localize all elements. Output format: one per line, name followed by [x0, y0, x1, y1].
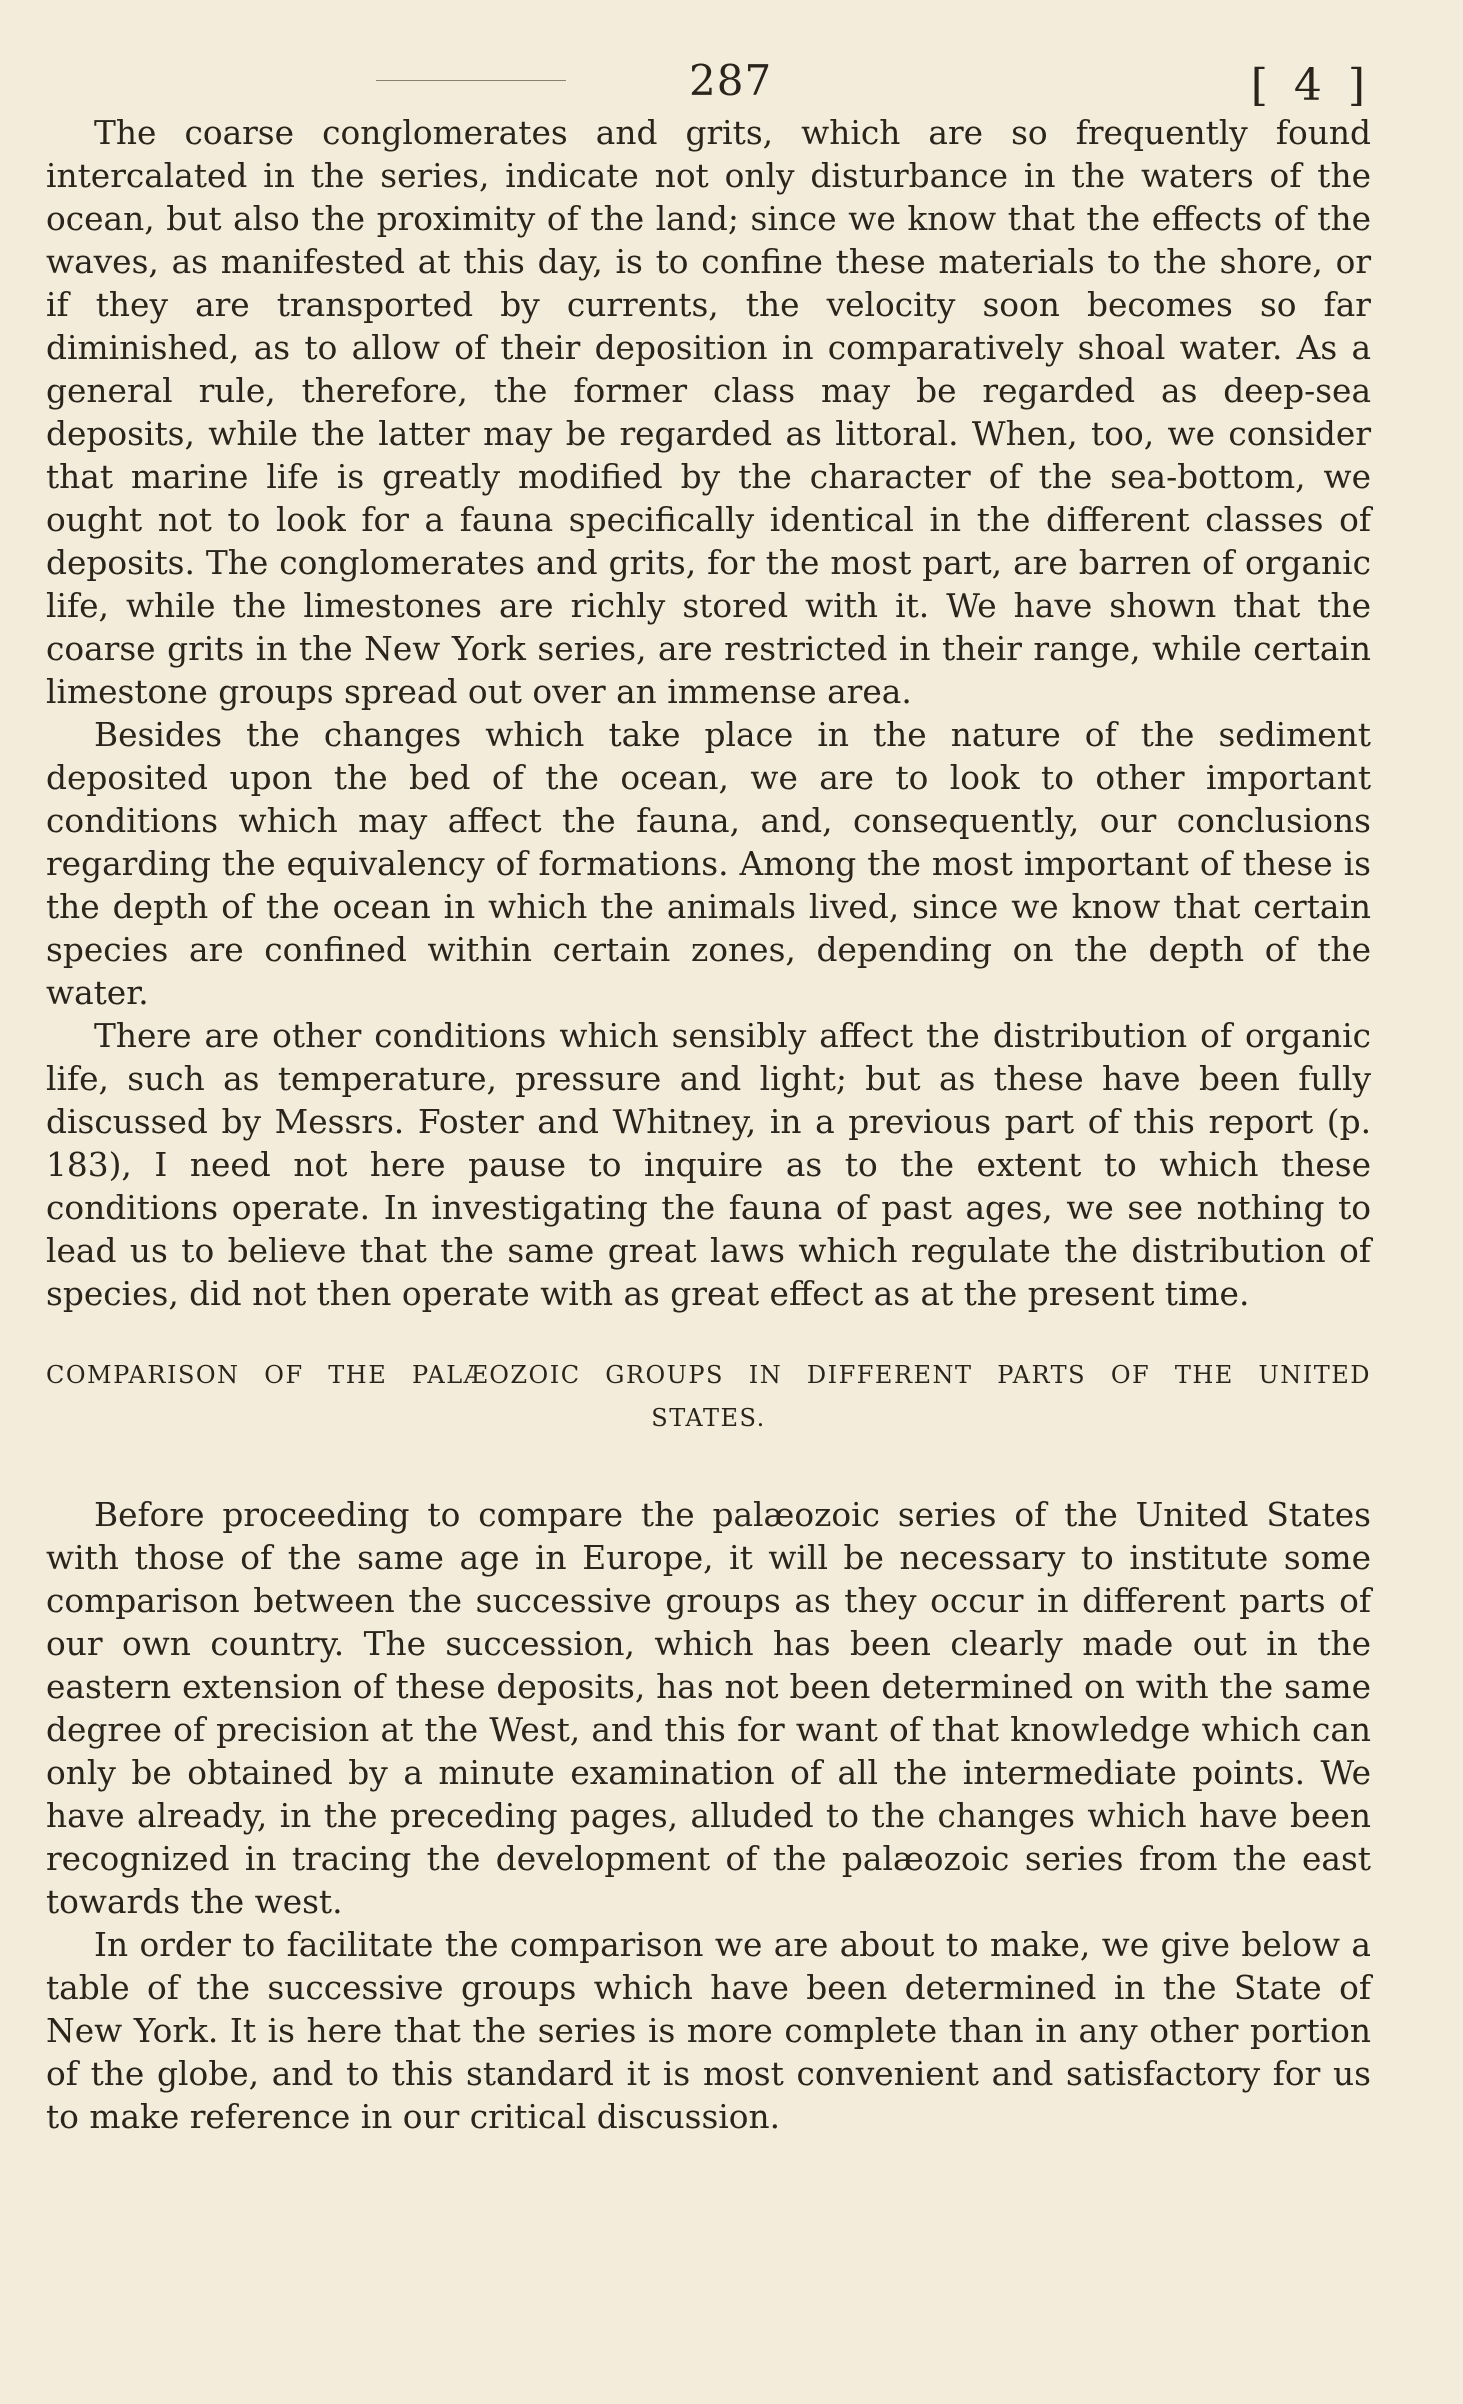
page-signature: [ 4 ] — [1250, 60, 1371, 111]
paragraph-other-conditions: There are other conditions which sensibly affect the distribution of organic life, such as temperature, pressure and light; but as these have been fully discussed by Messrs. Foster and Whitney, in a previous part of this report (p. 183), I need not here pause to inquire as to the extent to which these conditions operate. In investigating the fauna of past ages, we see nothing to lead us to believe that the same great laws which regulate the distribution of species, did not then operate with as great effect as at the present time. — [46, 1017, 1371, 1313]
paragraph-in-order-to-facilitate: In order to facilitate the comparison we are about to make, we give below a table of the successive groups which have been determined in the State of New York. It is here that the series is more complete than in any other portion of the globe, and to this standard it is most convenient and satisfactory for us to make reference in our critical discussion. — [46, 1926, 1371, 2136]
section-heading-line2: STATES. — [651, 1404, 766, 1432]
paragraph-coarse-conglomerates: The coarse conglomerates and grits, which are so frequently found intercalated in the series, indicate not only disturbance in the waters of the ocean, but also the proximity of the land; since we know that the effects of the waves, as manifested at this day, is to confine these materials to the shore, or if they are transported by currents, the velocity soon becomes so far diminished, as to allow of their deposition in comparatively shoal water. As a general rule, therefore, the former class may be regarded as deep-sea deposits, while the latter may be regarded as littoral. When, too, we consider that marine life is greatly modified by the character of the sea-bottom, we ought not to look for a fauna specifically identical in the different classes of deposits. The conglomerates and grits, for the most part, are barren of organic life, while the limestones are richly stored with it. We have shown that the coarse grits in the New York series, are restricted in their range, while certain limestone groups spread out over an immense area. — [46, 114, 1371, 711]
paragraph-sediment-changes: Besides the changes which take place in the nature of the sediment deposited upon the bed of the ocean, we are to look to other important conditions which may affect the fauna, and, consequently, our conclusions regarding the equivalency of formations. Among the most important of these is the depth of the ocean in which the animals lived, since we know that certain species are confined within certain zones, depending on the depth of the water. — [46, 716, 1371, 1012]
header-rule — [376, 80, 566, 81]
section-heading-line1: COMPARISON OF THE PALÆOZOIC GROUPS IN DIFFERENT PARTS OF THE UNITED — [46, 1361, 1371, 1389]
paragraph-before-proceeding: Before proceeding to compare the palæozoic series of the United States with those of the same age in Europe, it will be necessary to institute some comparison between the successive groups as they occur in different parts of our own country. The succession, which has been clearly made out in the eastern extension of these deposits, has not been determined on with the same degree of precision at the West, and this for want of that knowledge which can only be obtained by a minute examination of all the intermediate points. We have already, in the preceding pages, alluded to the changes which have been recognized in tracing the development of the palæozoic series from the east towards the west. — [46, 1496, 1371, 1921]
section-heading — [46, 1354, 1371, 1440]
page-header — [46, 50, 1371, 112]
page-number: 287 — [689, 56, 773, 105]
